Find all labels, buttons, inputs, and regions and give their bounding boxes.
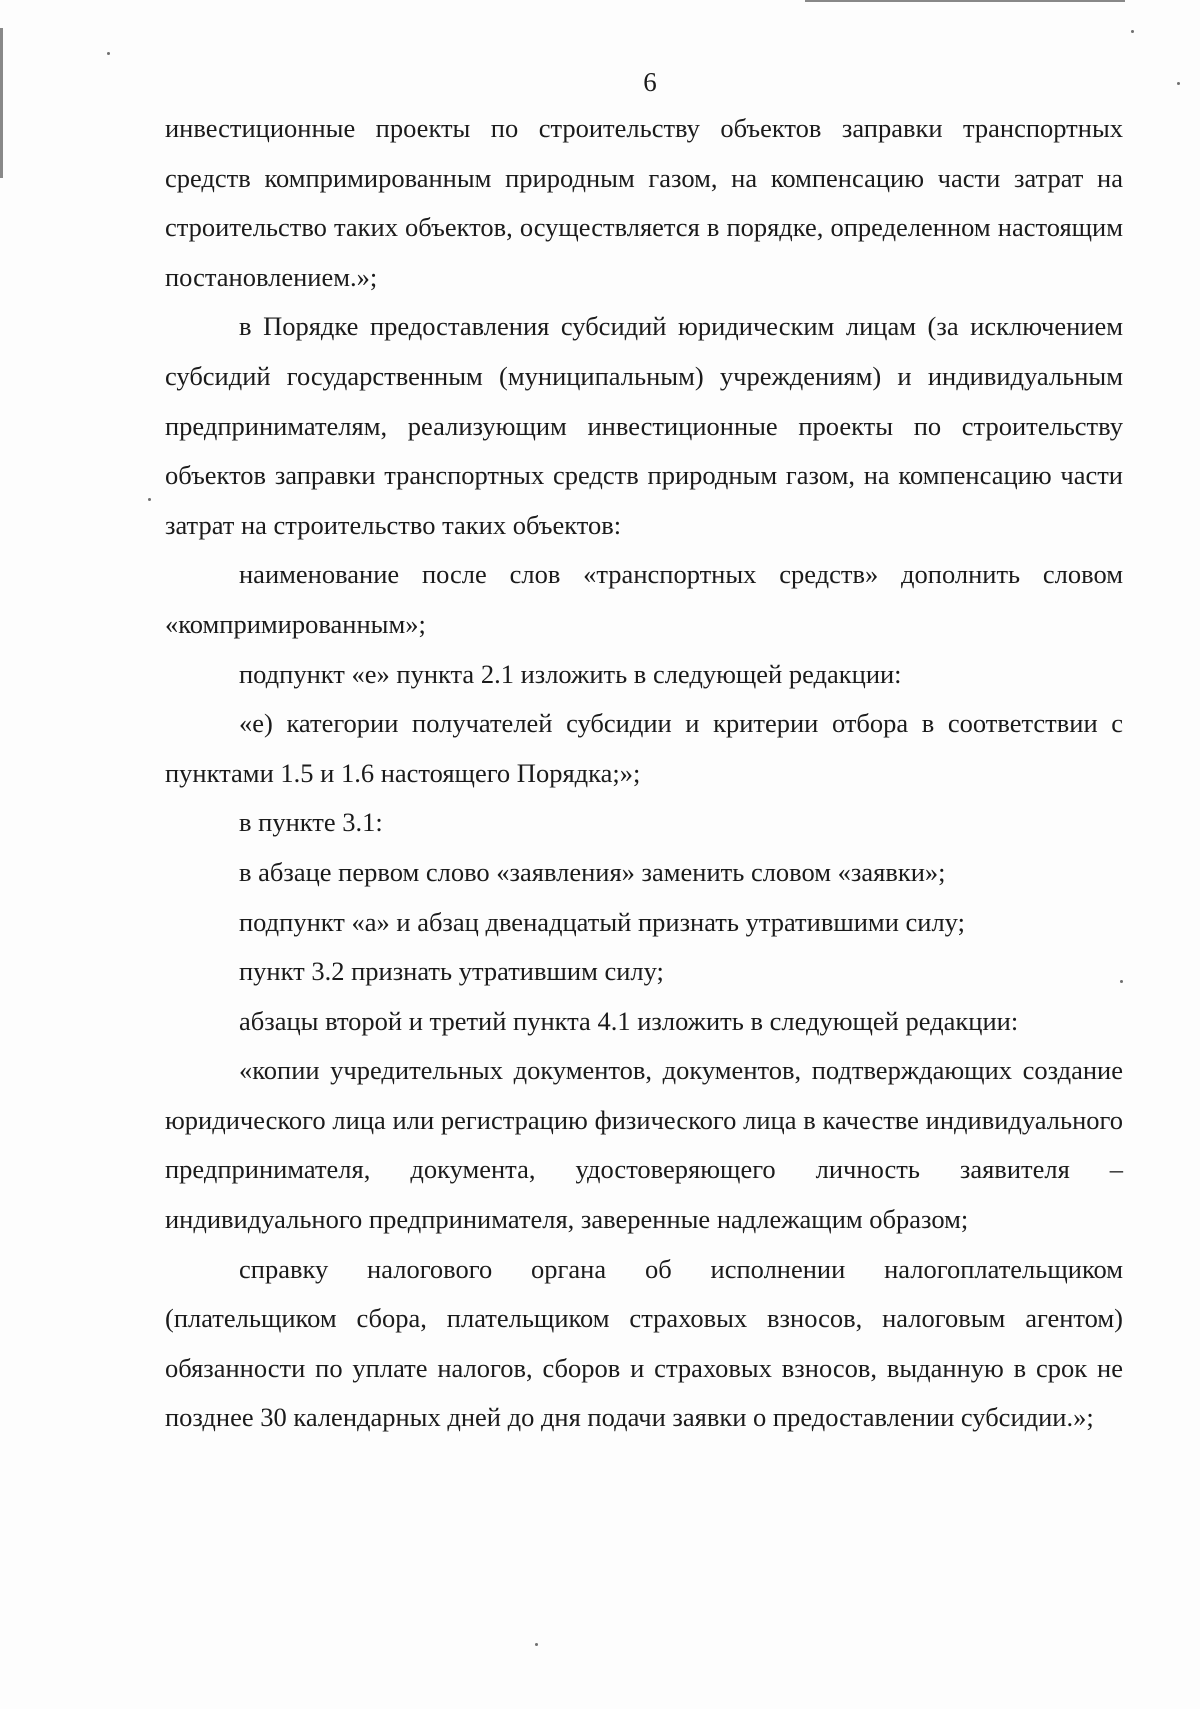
paragraph: в Порядке предоставления субсидий юридическим лицам (за исключением субсидий государственным (муниципальным) учреждениям) и индивидуальным предпринимателям, реализующим инвестиционные проекты по строительству объектов заправки транспортных средств природным газом, на компенсацию части затрат на строительство таких объектов: (165, 311, 1123, 540)
paragraph: абзацы второй и третий пункта 4.1 изложить в следующей редакции: (239, 1005, 1019, 1036)
paragraph: пункт 3.2 признать утратившим силу; (239, 956, 664, 987)
scan-speck (1131, 30, 1134, 33)
paragraph: «копии учредительных документов, документов, подтверждающих создание юридического лица или регистрацию физического лица в качестве индивидуального предпринимателя, документа, удостоверяющего личность заявителя – индивидуального предпринимателя, заверенные надлежащим образом; (165, 1055, 1123, 1235)
paragraph: инвестиционные проекты по строительству объектов заправки транспортных средств компримированным природным газом, на компенсацию части затрат на строительство таких объектов, осуществляется в порядке, определенном настоящим постановлением.»; (165, 113, 1123, 292)
paragraph: в абзаце первом слово «заявления» заменить словом «заявки»; (239, 856, 946, 887)
scan-top-rule (805, 0, 1125, 2)
scan-speck (107, 52, 110, 55)
paragraph: подпункт «а» и абзац двенадцатый признать утратившими силу; (239, 906, 965, 937)
scan-edge-mark (0, 28, 3, 178)
paragraph: в пункте 3.1: (239, 807, 383, 838)
scan-speck (535, 1643, 538, 1646)
document-body (165, 104, 1123, 1443)
scan-speck (148, 498, 151, 501)
page-number: 6 (643, 67, 657, 97)
paragraph: наименование после слов «транспортных средств» дополнить словом «компримированным»; (165, 559, 1123, 639)
paragraph: подпункт «е» пункта 2.1 изложить в следующей редакции: (239, 658, 902, 689)
paragraph: «е) категории получателей субсидии и критерии отбора в соответствии с пунктами 1.5 и 1.6 настоящего Порядка;»; (165, 708, 1123, 788)
paragraph: справку налогового органа об исполнении налогоплательщиком (плательщиком сбора, плательщиком страховых взносов, налоговым агентом) обязанности по уплате налогов, сборов и страховых взносов, выданную в срок не позднее 30 календарных дней до дня подачи заявки о предоставлении субсидии.»; (165, 1253, 1123, 1433)
